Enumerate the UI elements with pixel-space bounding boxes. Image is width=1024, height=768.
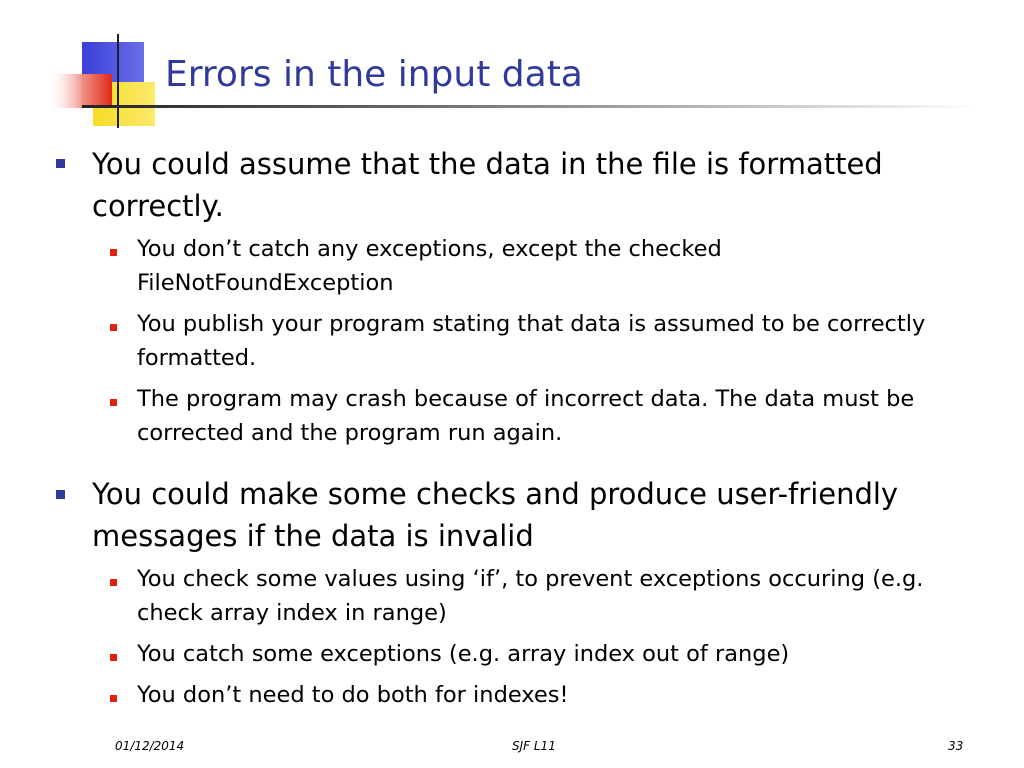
bullet-point: You could assume that the data in the file is formatted correctly. (92, 147, 883, 223)
sub-bullet-point: You don’t catch any exceptions, except the checked FileNotFoundException (137, 236, 722, 296)
footer-date: 01/12/2014 (115, 739, 185, 753)
bullet-marker-icon (56, 159, 65, 168)
sub-bullet-point: You check some values using ‘if’, to prevent exceptions occuring (e.g. check array index in range) (137, 566, 924, 626)
sub-bullet-point: You publish your program stating that data is assumed to be correctly formatted. (137, 311, 926, 371)
bullet-marker-icon (56, 490, 65, 499)
sub-bullet-marker-icon (110, 654, 117, 661)
sub-bullet-point: You catch some exceptions (e.g. array index out of range) (137, 641, 790, 667)
bullet-point: You could make some checks and produce user-friendly messages if the data is invalid (92, 477, 899, 553)
sub-bullet-marker-icon (110, 324, 117, 331)
sub-bullet-marker-icon (110, 249, 117, 256)
footer-page-number: 33 (948, 739, 964, 753)
sub-bullet-point: You don’t need to do both for indexes! (137, 682, 569, 708)
sub-bullet-marker-icon (110, 399, 117, 406)
sub-bullet-point: The program may crash because of incorrect data. The data must be corrected and the program run again. (137, 386, 915, 446)
slide-title: Errors in the input data (165, 54, 583, 95)
sub-bullet-marker-icon (110, 579, 117, 586)
sub-bullet-marker-icon (110, 695, 117, 702)
footer-center-text: SJF L11 (512, 739, 556, 753)
